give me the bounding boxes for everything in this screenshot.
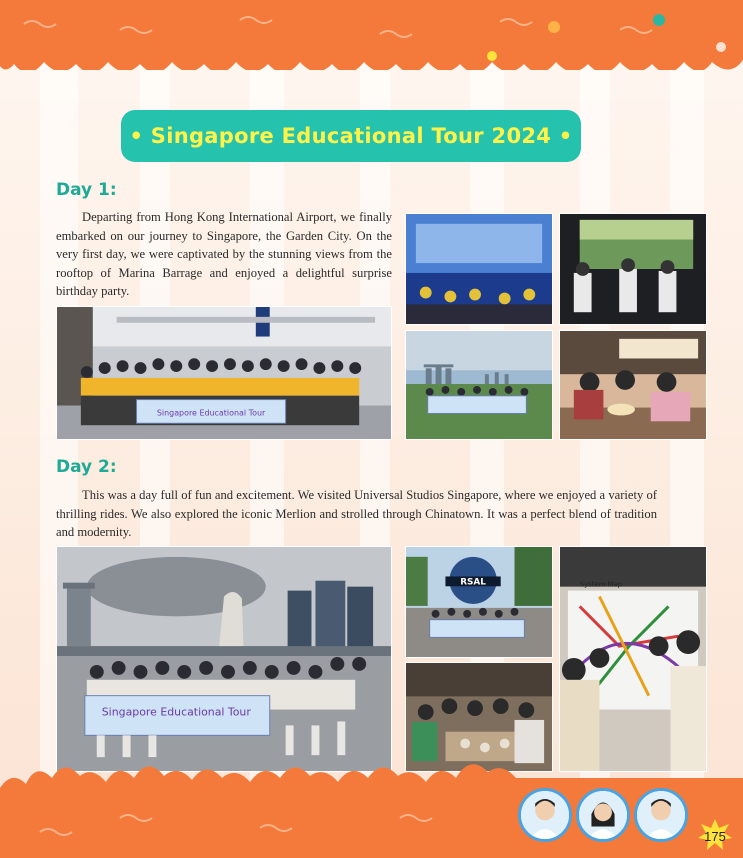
- student-avatar: [518, 788, 572, 842]
- globe-text: RSAL: [460, 577, 486, 588]
- student-avatar: [576, 788, 630, 842]
- merlion-banner-text: Singapore Educational Tour: [101, 705, 251, 719]
- merlion-group-photo: [56, 546, 392, 772]
- day1-paragraph: Departing from Hong Kong International Airport, we finally embarked on our journey to Singapore, the Garden City. On the very first day, we were captivated by the stunning views from the rooftop of Marina Barrage and enjoyed a delightful surprise birthday party.: [56, 210, 392, 298]
- page-title-banner: [121, 110, 581, 162]
- page-number: 175: [704, 828, 726, 844]
- cycling-simulator-photo: [559, 213, 707, 325]
- mrt-system-map-photo: [559, 546, 707, 772]
- day1-heading: Day 1:: [56, 180, 117, 200]
- airport-group-photo: [56, 306, 392, 440]
- bottom-foliage-border: [0, 748, 743, 858]
- page-title: • Singapore Educational Tour 2024 •: [129, 124, 573, 148]
- day2-paragraph: This was a day full of fun and excitement. We visited Universal Studios Singapore, where we enjoyed a variety of thrilling rides. We also explored the iconic Merlion and strolled through Chinatown. It was a perfect blend of tradition and modernity.: [56, 488, 657, 539]
- airport-banner-text: Singapore Educational Tour: [156, 408, 266, 418]
- day2-heading: Day 2:: [56, 457, 117, 477]
- top-foliage-border: [0, 0, 743, 70]
- museum-screening-photo: [405, 213, 553, 325]
- universal-studios-globe-photo: [405, 546, 553, 658]
- student-avatar: [634, 788, 688, 842]
- birthday-cake-photo: [559, 330, 707, 440]
- system-map-text: System Map: [579, 580, 623, 589]
- marina-barrage-group-photo: [405, 330, 553, 440]
